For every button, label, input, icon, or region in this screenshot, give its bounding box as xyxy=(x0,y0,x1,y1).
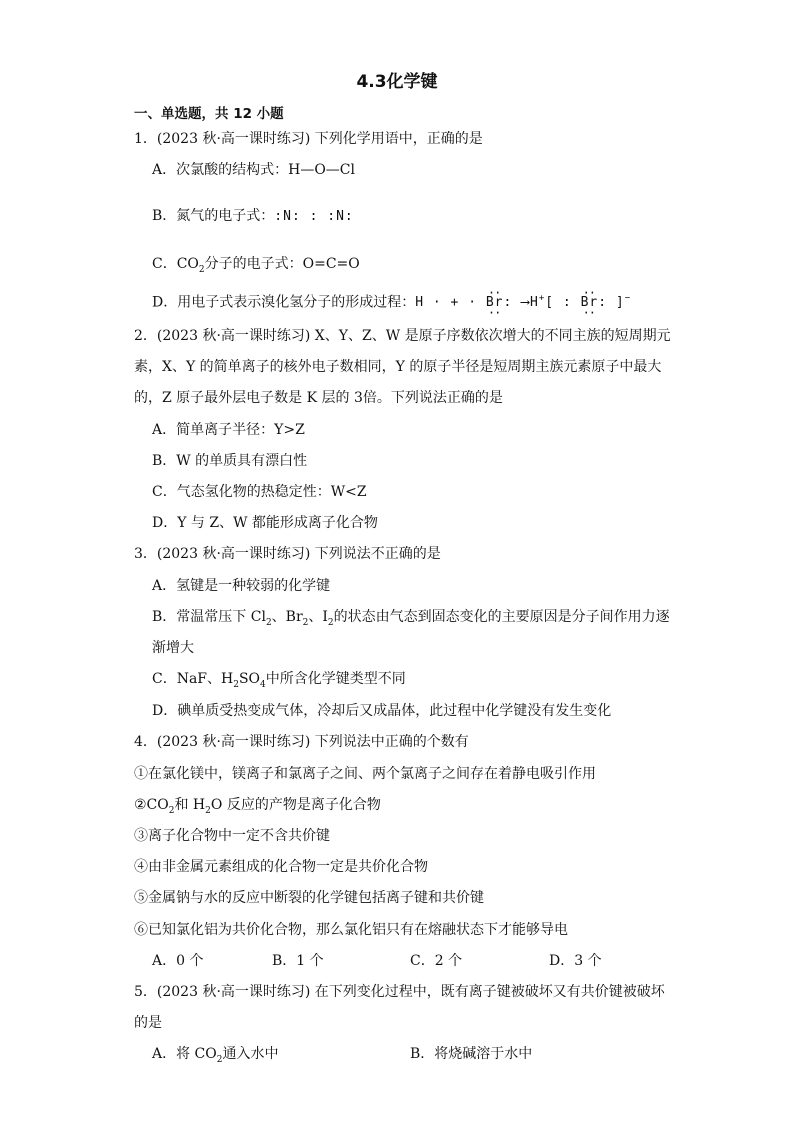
q4-s2-sub1: 2 xyxy=(168,805,175,816)
q2-stem-line3: 的，Z 原子最外层电子数是 K 层的 3倍。下列说法正确的是 xyxy=(134,390,503,406)
q4-statement-1: ①在氯化镁中，镁离子和氯离子之间、两个氯离子之间存在着静电吸引作用 xyxy=(134,766,596,782)
d-colon: : xyxy=(503,295,513,311)
q3-option-c xyxy=(152,669,406,695)
q1-option-d xyxy=(152,289,631,313)
q2-option-b: B．W 的单质具有漂白性 xyxy=(152,453,308,469)
q3-option-d: D．碘单质受热变成气体，冷却后又成晶体，此过程中化学键没有发生变化 xyxy=(152,703,612,719)
q1-option-c-text2: 分子的电子式：O=C=O xyxy=(204,256,360,272)
q5-stem-line2: 的是 xyxy=(134,1015,162,1031)
q5-stem-line1: 5．(2023 秋·高一课时练习) 在下列变化过程中，既有离子键被破坏又有共价键被破坏 xyxy=(134,984,665,1000)
q2-option-d: D．Y 与 Z、W 都能形成离子化合物 xyxy=(152,515,378,531)
q1-stem: 1．(2023 秋·高一课时练习) 下列化学用语中，正确的是 xyxy=(134,131,483,147)
q1-option-d-label: D．用电子式表示溴化氢分子的形成过程： xyxy=(152,294,416,311)
q5-option-b: B．将烧碱溶于水中 xyxy=(410,1046,533,1062)
d-br-ion: ·· Br ·· xyxy=(581,293,599,313)
q2-stem-line2: 素，X、Y 的简单离子的核外电子数相同，Y 的原子半径是短周期主族元素原子中最大 xyxy=(134,359,662,375)
page-title: 4.3化学键 xyxy=(356,72,438,92)
q3-b-sub3: 2 xyxy=(327,617,334,628)
q3-b-text4: 的状态由气态到固态变化的主要原因是分子间作用力逐 xyxy=(333,609,670,625)
q1-option-d-formula xyxy=(415,295,631,310)
q4-s2-text2: 和 H xyxy=(174,797,206,813)
q5-a-text1: A．将 CO xyxy=(152,1046,217,1062)
d-plus-charge: + xyxy=(538,294,546,304)
q2-stem-line1: 2．(2023 秋·高一课时练习) X、Y、Z、W 是原子序数依次增大的不同主族的短周期元 xyxy=(134,328,671,344)
d-bracket-open: [ : xyxy=(545,295,572,311)
q3-c-text3: 中所含化学键类型不同 xyxy=(265,671,406,687)
q3-b-sub2: 2 xyxy=(302,617,309,628)
q1-option-c xyxy=(152,254,360,280)
q4-statement-5: ⑤金属钠与水的反应中断裂的化学键包括离子键和共价键 xyxy=(134,890,484,906)
q3-option-a: A．氢键是一种较弱的化学键 xyxy=(152,578,331,594)
q3-b-text1: B．常温常压下 Cl xyxy=(152,609,266,625)
q4-option-a: A．0 个 xyxy=(152,953,204,969)
q3-option-b-line1 xyxy=(152,607,670,633)
section-heading: 一、单选题，共 12 小题 xyxy=(134,106,284,122)
q3-b-text2: 、Br xyxy=(271,609,303,625)
d-minus-charge: − xyxy=(624,294,632,304)
q2-option-c: C．气态氢化物的热稳定性：W<Z xyxy=(152,484,367,500)
d-bracket-close: : ] xyxy=(598,295,625,311)
q3-c-sub2: 4 xyxy=(260,679,266,690)
q3-c-text1: C．NaF、H xyxy=(152,671,234,687)
q4-statement-6: ⑥已知氯化铝为共价化合物，那么氯化铝只有在熔融状态下才能够导电 xyxy=(134,922,568,938)
q4-stem: 4．(2023 秋·高一课时练习) 下列说法中正确的个数有 xyxy=(134,734,469,750)
d-br-atom: ·· Br ·· xyxy=(486,293,504,313)
q3-b-text3: 、I xyxy=(308,609,328,625)
q1-option-b xyxy=(152,206,354,227)
q3-c-sub1: 2 xyxy=(233,679,239,690)
q1-option-a: A．次氯酸的结构式：H—O—Cl xyxy=(152,162,355,178)
q5-a-sub: 2 xyxy=(216,1054,223,1065)
q2-option-a: A．简单离子半径：Y>Z xyxy=(152,422,305,438)
q3-c-text2: SO xyxy=(238,671,261,687)
q4-s2-text3: O 反应的产物是离子化合物 xyxy=(210,797,381,813)
q5-option-a xyxy=(152,1044,278,1070)
q4-option-c: C．2 个 xyxy=(410,953,463,969)
q1-option-c-sub: 2 xyxy=(198,264,205,275)
q3-stem: 3．(2023 秋·高一课时练习) 下列说法不正确的是 xyxy=(134,546,441,562)
d-arrow: ⟶H xyxy=(521,295,539,311)
q4-option-d: D．3 个 xyxy=(549,953,602,969)
q4-statement-4: ④由非金属元素组成的化合物一定是共价化合物 xyxy=(134,859,428,875)
q4-option-b: B．1 个 xyxy=(272,953,324,969)
q4-s2-text1: ②CO xyxy=(134,797,169,813)
q1-option-b-label: B．氮气的电子式： xyxy=(152,208,275,224)
q4-statement-3: ③离子化合物中一定不含共价键 xyxy=(134,828,330,844)
q3-b-sub1: 2 xyxy=(265,617,272,628)
q5-a-text2: 通入水中 xyxy=(222,1046,279,1062)
q4-statement-2 xyxy=(134,795,381,821)
q4-s2-sub2: 2 xyxy=(205,805,211,816)
d-h-atom: H · + · xyxy=(415,295,478,311)
q1-option-b-formula: :N: : :N: xyxy=(274,209,354,224)
q1-option-c-text: C．CO xyxy=(152,256,199,272)
q3-option-b-line2: 渐增大 xyxy=(152,640,194,656)
